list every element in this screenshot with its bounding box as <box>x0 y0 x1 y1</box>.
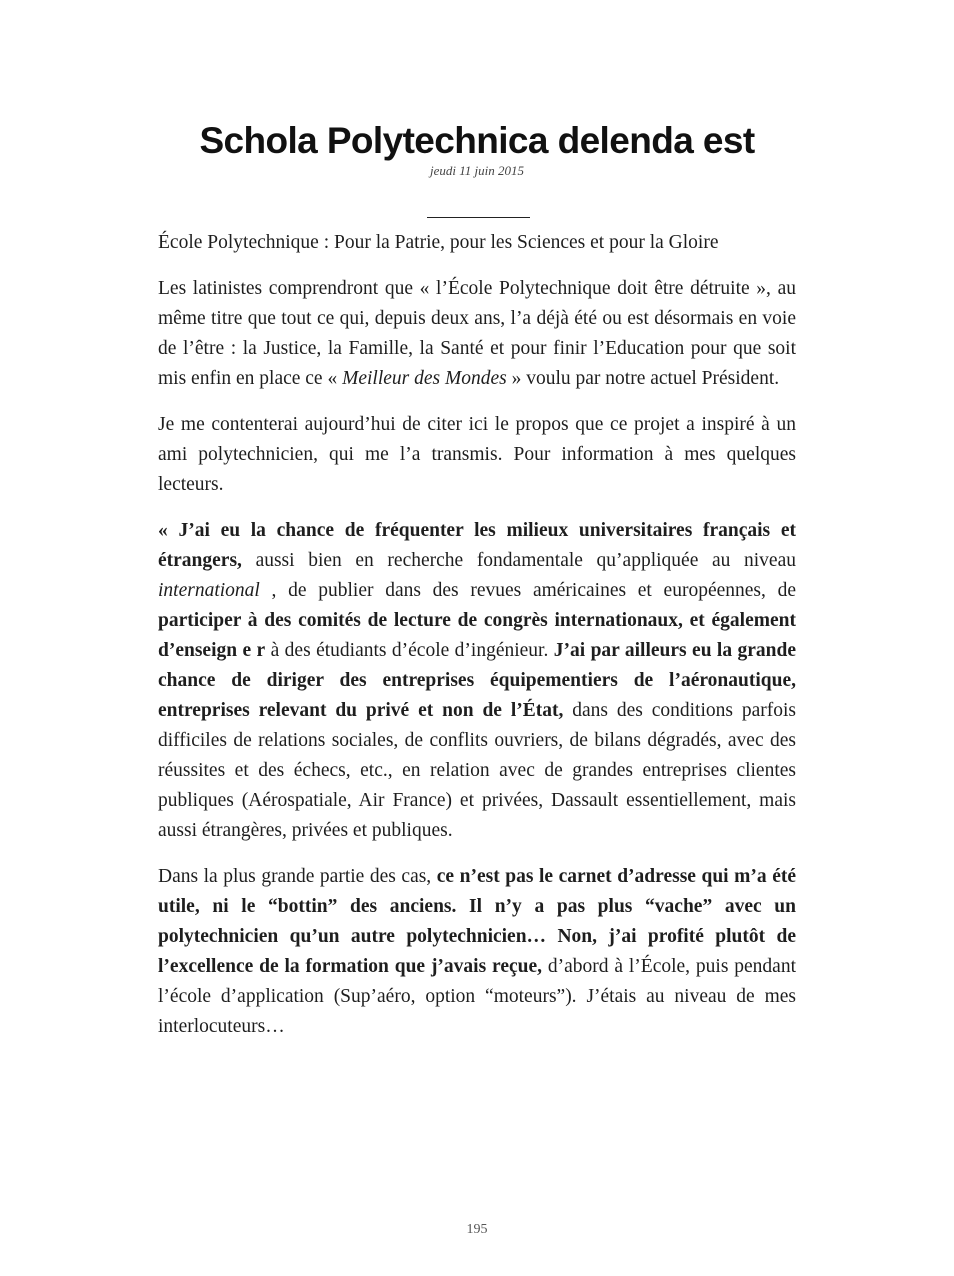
paragraph-citation-intro: Je me contenterai aujourd’hui de citer ici le propos que ce projet a inspiré à un ami polytechnicien, qui me l’a transmis. Pour information à mes quelques lecteurs. <box>158 414 796 495</box>
quote-text-3: à des étudiants d’école d’ingénieur. <box>265 640 554 661</box>
page-number: 195 <box>466 1222 488 1237</box>
article-body <box>158 228 796 1058</box>
intro-text: Les latinistes comprendront que « l’École Polytechnique doit être détruite », au même titre que tout ce qui, depuis deux ans, l’a déjà été ou est désormais en voie de l’être : la Justice, la Famille, la Santé et pour finir l’Education pour que soit mis enfin en place ce « <box>158 278 796 389</box>
title-separator <box>427 217 530 218</box>
publication-date: jeudi 11 juin 2015 <box>429 163 524 178</box>
quote-text-1: aussi bien en recherche fondamentale qu’appliquée au niveau <box>241 550 796 571</box>
quote-bold-2: participer à des comités de lecture de congrès internationaux, et également d’enseign e r <box>158 610 796 661</box>
quote-italic-international: international <box>158 580 260 601</box>
quote-bold-1: « J’ai eu la chance de fréquenter les milieux universitaires français et étrangers, <box>158 520 796 571</box>
book-title-reference: Meilleur des Mondes <box>342 368 507 389</box>
paragraph-quote-career <box>158 516 796 846</box>
formation-text-2: d’abord à l’École, puis pendant l’école d’application (Sup’aéro, option “moteurs”). J’étais au niveau de mes interlocuteurs… <box>158 956 796 1037</box>
formation-bold: ce n’est pas le carnet d’adresse qui m’a été utile, ni le “bottin” des anciens. Il n’y a pas plus “vache” avec un polytechnicien qu’un autre polytechnicien… Non, j’ai profité plutôt de l’excellence de la formation que j’avais reçue, <box>158 866 796 977</box>
paragraph-intro <box>158 274 796 394</box>
paragraph-quote-formation <box>158 862 796 1042</box>
intro-text-end: » voulu par notre actuel Président. <box>506 368 780 389</box>
paragraph-motto: École Polytechnique : Pour la Patrie, pour les Sciences et pour la Gloire <box>158 232 719 253</box>
page-title: Schola Polytechnica delenda est <box>199 120 755 161</box>
quote-text-4: dans des conditions parfois difficiles de relations sociales, de conflits ouvriers, de bilans dégradés, avec des réussites et des échecs, etc., en relation avec de grandes entreprises clientes publiques (Aérospatiale, Air France) et privées, Dassault essentiellement, mais aussi étrangères, privées et publiques. <box>158 700 797 841</box>
formation-text-1: Dans la plus grande partie des cas, <box>158 866 437 887</box>
quote-bold-3: J’ai par ailleurs eu la grande chance de diriger des entreprises équipementiers de l’aéronautique, entreprises relevant du privé et non de l’État, <box>158 640 797 721</box>
quote-text-2: , de publier dans des revues américaines et européennes, de <box>259 580 796 601</box>
